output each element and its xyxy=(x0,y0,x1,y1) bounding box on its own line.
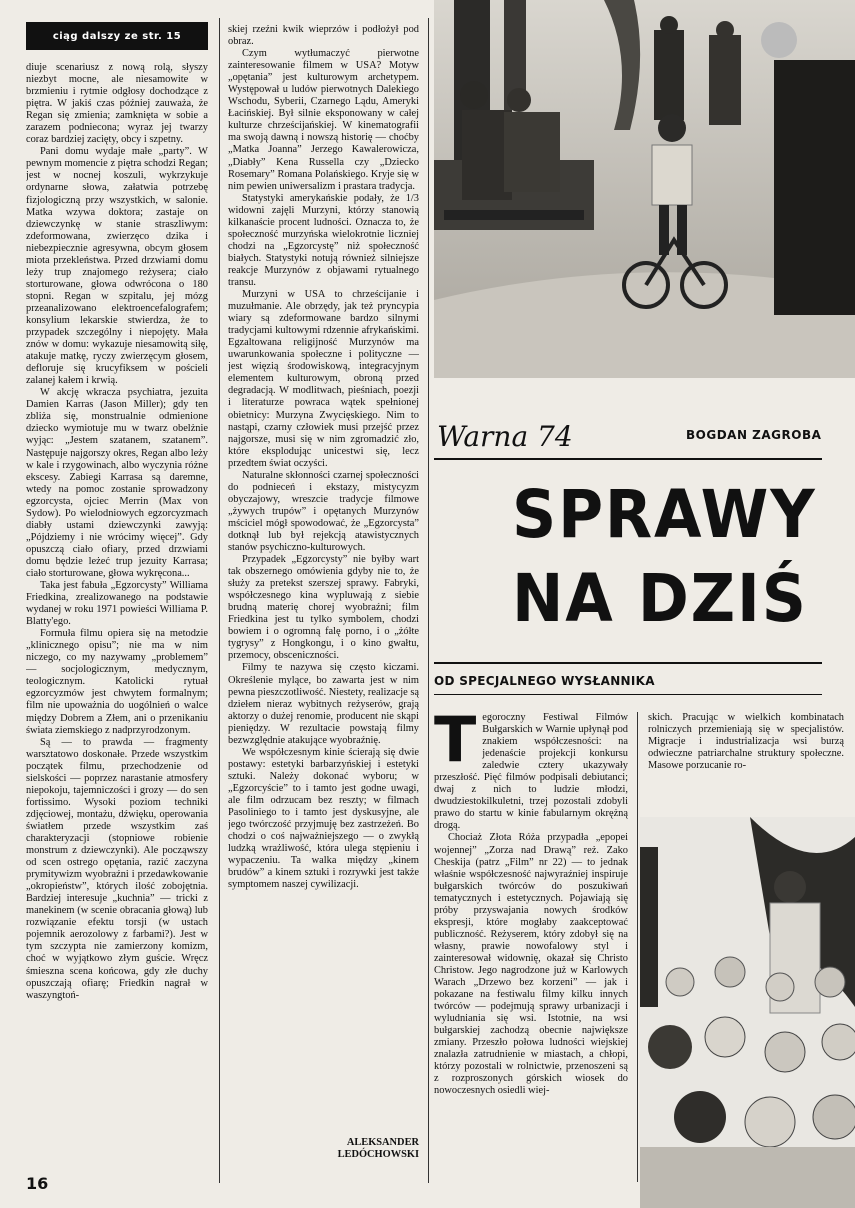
author-signature xyxy=(300,1137,419,1161)
children-photo-image xyxy=(640,817,855,1208)
column-divider xyxy=(219,18,220,1183)
author-byline: BOGDAN ZAGROBA xyxy=(686,428,822,442)
paragraph: Przypadek „Egzorcysty” nie byłby wart tak obszernego omówienia gdyby nie to, że służy za pretekst szerszej sprawy. Fabryki, współczesnego kina wypluwają z siebie brudną materię chorej wyobraźni; film Friedkina jest tu tylko symbolem, chodzi bowiem i o ogromną falę porno, i o „żółte tygrysy” z Hongkongu, i o kino gwałtu, przemocy, obsceniczności. xyxy=(228,554,419,662)
column-divider xyxy=(428,18,429,1183)
paragraph: Czym wytłumaczyć pierwotne zainteresowanie filmem w USA? Motyw „opętania” jest kulturowym archetypem. Występował u ludów pierwotnych Dalekiego Wschodu, Syberii, Czarnego Lądu, Ameryki Łacińskiej. Był silnie eksponowany w całej kulturze chrześcijańskiej. W kinematografii ma swoją dawną i nowszą historię — choćby „Matka Joanna” Jerzego Kawalerowicza, „Diabły” Kena Russella czy „Dziecko Rosemary” Romana Polańskiego. Kryje się w nim pewien uniwersalizm i prastara tradycja. xyxy=(228,48,419,192)
article-column-4 xyxy=(648,712,844,790)
paragraph: diuje scenariusz z nową rolą, słyszy niezbyt mocne, ale niesamowite w brzmieniu i rytmie odgłosy dochodzące z piętra. W jakiś czas później zauważa, że Regan się zmienia; zamknięta w sobie a zarazem podniecona; wyraz jej twarzy coraz bardziej zacięty, obcy i szpetny. xyxy=(26,62,208,146)
correspondent-kicker: OD SPECJALNEGO WYSŁANNIKA xyxy=(434,674,655,688)
lead-paragraph: egoroczny Festiwal Filmów Bułgarskich w Warnie upłynął pod znakiem współczesności: na jedenaście projekcji konkursu zaledwie cztery ukazywały przeszłość. Pięć filmów podpisali debiutanci; dwaj z nich to ludzie młodzi, dwudziestokilkuletni, trzej pozostali zdobyli prawo do startu w kinie fabularnym okrężną drogą. xyxy=(434,712,628,832)
kicker-rule xyxy=(434,694,822,695)
article-column-1 xyxy=(26,62,208,1162)
paragraph: Pani domu wydaje małe „party”. W pewnym momencie z piętra schodzi Regan; jest w nocnej koszuli, wykrzykuje ordynarne słowa, załatwia potrzebę fizjologiczną przy wszystkich, w salonie. Matka wzywa doktora; zastaje on dziewczynkę w stanie straszliwym: zdeformowana, zwierzęco dzika i niebezpiecznie agresywna, obcym głosem miota przekleństwa. Przed drzwiami domu leży trup znajomego reżysera; ciało storturowane, głowa odwrócona o 180 stopni. Regan w szpitalu, jej mózg przeanalizowano elektroencefalografem; konsylium lekarskie stwierdza, że to przypadek szczególny i niepojęty. Mała znów w domu: wykazuje niesamowitą siłę, atakuje matkę, ryczy zwierzęcym głosem, defloruje się krucyfiksem w pościeli zalanej kałem i krwią. xyxy=(26,146,208,387)
article-column-3 xyxy=(434,712,628,1167)
paragraph: Filmy te nazywa się często kiczami. Określenie mylące, bo zawarta jest w nim pewna pieszczotliwość. Niestety, realizacje są dziełem nieraz wybitnych reżyserów, grają aktorzy o dużej renomie, producent nie skąpi pieniędzy. W rezultacie powstają filmy bezwzględnie atakujące wyobraźnię. xyxy=(228,662,419,746)
headline-line-1: SPRAWY xyxy=(512,476,817,553)
article-column-2 xyxy=(228,24,419,1132)
paragraph: Chociaż Złota Róża przypadła „epopei wojennej” „Zorza nad Drawą” reż. Zako Cheskija (patrz „Film” nr 22) — to jednak właśnie współczesność najwyraźniej inspiruje bułgarskich twórców do poszukiwań tematycznych i estetycznych. Pojawiają się próby przyswajania nowych środków ekspresji, które mogłaby zaakceptować publiczność. Reżyserem, który zdobył się na własny, prawie nowofalowy styl i zainteresował widownię, okazał się Christo Christow. Jego nagrodzone już w Karlowych Warach „Drzewo bez korzeni” — jak i pokazane na festiwalu filmy kilku innych twórców — podejmują sprawy urbanizacji i wyludniania się wsi. Istotnie, na wsi bułgarskiej zachodzą obecnie największe zmiany. Przeszło połowa ludności wiejskiej znalazła zatrudnienie w miastach, a chłopi, którzy pozostali w rolnictwie, przenoszeni są z rozproszonych górskich wiosek do nowoczesnych osiedli wiej- xyxy=(434,832,628,1097)
headline-rule xyxy=(434,662,822,664)
column-divider xyxy=(637,712,638,1182)
children-photo xyxy=(640,817,855,1208)
paragraph: Są — to prawda — fragmenty warsztatowo doskonałe. Przede wszystkim początek filmu, przechodzenie od sielskości — poprzez narastanie atmosfery niepokoju, tajemniczości i grozy — do sen fortissimo. Wysoki poziom techniki zdjęciowej, montażu, dźwięku, operowania światłem przede wszystkim zaś charakteryzacji (stopniowe robienie monstrum z dziewczynki). Ale począwszy od scen ostrego opętania, razić zaczyna prymitywizm wyobraźni i przedawkowanie „okropieństw”, których ilość zobojętnia. Bardziej interesuje „kuchnia” — tricki z manekinem (w scenie obracania głową) lub rozwiązanie efektu torsji (w ustach pojemnik aerozolowy z farbami?). Jest w tym szczypta nie zamierzony komizm, choć w wyjątkowo złym guście. Wręcz śmieszna scena końcowa, gdy złe duchy opuszczają ofiarę; Friedkin nagrał w waszyngtoń- xyxy=(26,736,208,1001)
author-first-name: ALEKSANDER xyxy=(346,1137,419,1148)
paragraph: We współczesnym kinie ścierają się dwie postawy: estetyki barbarzyńskiej i estetyki sztuki. Należy dokonać wyboru; w „Egzorcyście” to i tamto jest godne uwagi, ale film odrzucam bez reszty; w filmach Pasoliniego to i tamto jest dyskusyjne, ale jego twórczość przyjmuję bez zastrzeżeń. Bo chodzi o coś najważniejszego — o zwykłą ludzką wrażliwość, która ulega stępieniu i wypaczeniu. Ta walka między „kinem brudów” a kinem sztuki i rozrywki jest także symptomem naszej cywilizacji. xyxy=(228,746,419,891)
continued-banner: ciąg dalszy ze str. 15 xyxy=(26,22,208,50)
section-title: Warna 74 xyxy=(437,420,573,453)
headline-line-2: NA DZIŚ xyxy=(512,560,808,637)
drop-cap: T xyxy=(434,712,477,776)
paragraph: Naturalne skłonności czarnej społeczności do podnieceń i ekstazy, mistycyzm obyczajowy, wreszcie tradycje filmowe „żywych trupów” i opętanych Murzynów mściciel mógł spowodować, że „Egzorcysta” dotknął lub był rejekcją atawistycznych stanów psychiczno-kulturowych. xyxy=(228,469,419,554)
paragraph: Taka jest fabuła „Egzorcysty” Williama Friedkina, zrealizowanego na podstawie wydanej w roku 1971 powieści Williama P. Blatty'ego. xyxy=(26,580,208,628)
author-last-name: LEDÓCHOWSKI xyxy=(337,1149,419,1160)
paragraph: W akcję wkracza psychiatra, jezuita Damien Karras (Jason Miller); gdy ten zbliża się, monstrualnie odmienione dziecko wymiotuje mu w twarz obelżnie wyjąc: „Jestem szatanem, szatanem”. Następuje najgorszy okres, Regan albo leży w kale i rzygowinach, albo wyczynia różne ekscesy. Zabiegi Karrasa są daremne, wtedy na pomoc zostanie sprowadzony egzorcysta, ojciec Merrin (Max von Sydow). Po wielodniowych egzorcyzmach diabły ustami dziewczynki zawyją: „Pójdziemy i nie wrócimy więcej”. Gdy opuszczą ciało ofiary, przed drzwiami domu będzie leżeć trup jezuity Karrasa; ciało storturowane, głowa wykręcona... xyxy=(26,387,208,579)
paragraph: Formuła filmu opiera się na metodzie „klinicznego opisu”; nie ma w nim niczego, co my nazywamy „problemem” — socjologicznym, medycznym, teologicznym. Katolicki rytuał egzorcyzmów jest chwytem formalnym; film nie upoważnia do uogólnień o walce między Dobrem a Złem, ani o przenikaniu świata ziemskiego z nadprzyrodzonym. xyxy=(26,628,208,736)
paragraph: Statystyki amerykańskie podały, że 1/3 widowni zajęli Murzyni, którzy stanowią kilkanaście procent ludności. Oznacza to, że społeczność murzyńska wielokrotnie liczniej chodzi na „Egzorcystę” niż społeczność białych. Statystyki notują również silniejsze reakcje Murzynów z objawami rytualnego transu. xyxy=(228,192,419,288)
paragraph: skiej rzeźni kwik wieprzów i podłożył pod obraz. xyxy=(228,24,419,48)
park-photo-image xyxy=(434,0,855,378)
paragraph: skich. Pracując w wielkich kombinatach rolniczych przemieniają się w specjalistów. Migracje i industrializacja wsi burzą odwieczne patriarchalne struktury społeczne. Masowe porzucanie ro- xyxy=(648,712,844,772)
park-photo xyxy=(434,0,855,378)
paragraph: Murzyni w USA to chrześcijanie i muzułmanie. Ale obrzędy, jak też pryncypia wiary są zdeformowane bardzo silnymi tradycjami kultowymi rdzennie afrykańskimi. Egzaltowana religijność Murzynów ma uwarunkowania społeczne i polityczne — jest więzią środowiskową, integracyjnym elementem kulturowym, obroną przed degradacją. W modlitwach, pieśniach, poezji i literaturze powraca wątek spełnionej obietnicy: Murzyna Zwycięskiego. Nim to nastąpi, czarny człowiek musi przejść przez najgorsze, musi się w nim zgromadzić zło, które eksplodując unicestwi się, lecz przedtem świat oczyści. xyxy=(228,289,419,469)
page-number: 16 xyxy=(26,1174,49,1193)
header-rule xyxy=(434,458,822,460)
